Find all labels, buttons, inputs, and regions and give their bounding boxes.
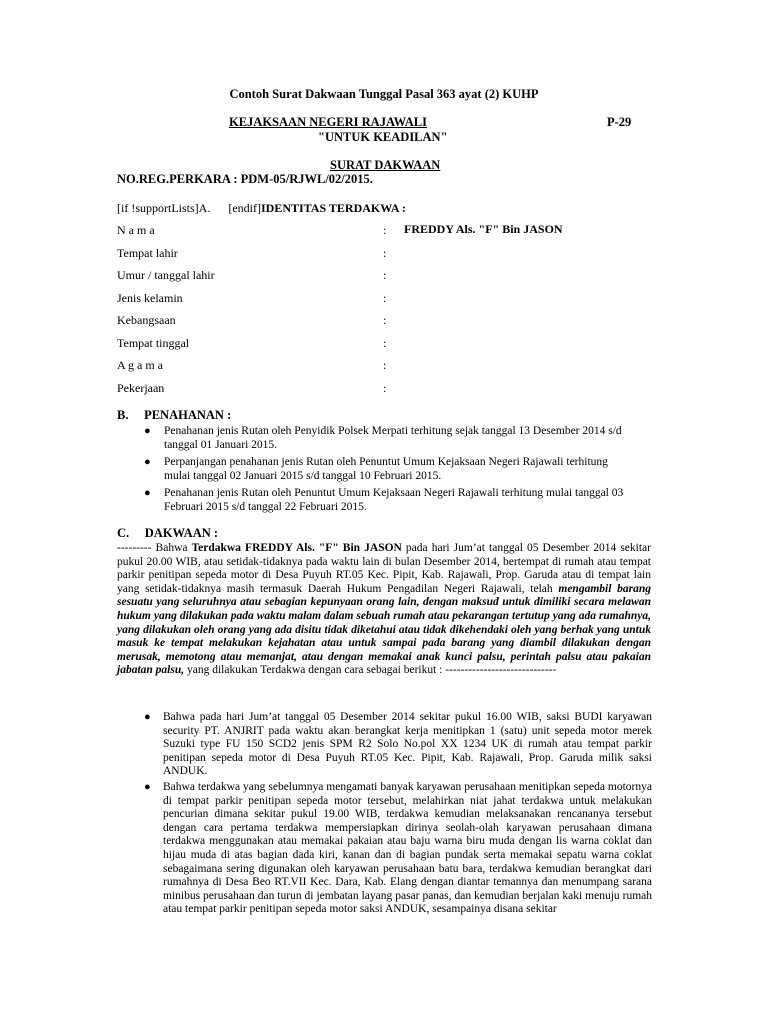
section-b-heading: B. PENAHANAN : [117, 408, 232, 422]
identity-colon: : [383, 313, 387, 327]
bullet-icon: ● [144, 425, 151, 437]
identity-label: Tempat lahir [117, 246, 178, 260]
identity-colon: : [383, 291, 387, 305]
registration-number: NO.REG.PERKARA : PDM-05/RJWL/02/2015. [117, 172, 373, 186]
identity-label: Pekerjaan [117, 381, 165, 395]
chronology-list [140, 711, 652, 919]
identity-colon: : [383, 223, 387, 237]
identity-colon: : [383, 336, 387, 350]
office-name: KEJAKSAAN NEGERI RAJAWALI [229, 115, 427, 129]
list-item [140, 486, 632, 514]
identity-label: Tempat tinggal [117, 336, 190, 350]
indictment-text: pada hari Jum’at tanggal 05 Desember 2014 sekitar pukul 20.00 WIB, atau setidak-tidaknya pada waktu lain di bulan Desember 2014, bertempat di rumah atau tempat parkir penitipan sepeda motor di Desa Puyuh RT.05 Kec. Pipit, Kab. Rajawali, Prop. Garuda atau di tempat lain yang setidak-tidaknya masih termasuk Daerah Hukum Pengadilan Negeri Rajawali, telah [117, 542, 651, 595]
list-item [140, 781, 652, 917]
identity-label: Kebangsaan [117, 313, 176, 327]
bullet-icon: ● [144, 456, 151, 468]
section-a-title: IDENTITAS TERDAKWA : [260, 201, 406, 215]
indictment-text: --------- Bahwa [117, 542, 192, 554]
section-a-title-prefix: [endif] [228, 201, 261, 215]
list-item [140, 711, 652, 779]
document-heading: Contoh Surat Dakwaan Tunggal Pasal 363 ayat (2) KUHP [229, 87, 539, 101]
list-item-text: Bahwa terdakwa yang sebelumnya mengamati banyak karyawan perusahaan menitipkan sepeda motornya di tempat parkir penitipan sepeda motor tersebut, melahirkan niat jahat terdakwa untuk melakukan pencurian dimana sekitar pukul 19.00 WIB, terdakwa kemudian melaksanakan rencananya tersebut dengan cara pertama terdakwa mempersiapkan dirinya seolah-olah karyawan perusahaan dimana terdakwa menggunakan atau memakai pakaian atau baju warna biru muda dengan lis warna coklat dan hijau muda di atas bagian dada kiri, kanan dan di bagian pundak serta memakai sepatu warna coklat sebagaimana sering digunakan oleh karyawan perusahaan batu bara, terdakwa kemudian berangkat dari rumahnya di Desa Beo RT.VII Kec. Dara, Kab. Elang dengan diantar temannya dan menumpang sarana minibus perusahaan dan turun di jembatan layang pasar panas, dan kemudian berjalan kaki menuju rumah atau tempat parkir penitipan sepeda motor saksi ANDUK, sesampainya disana sekitar [163, 780, 652, 916]
list-item [140, 424, 632, 452]
detention-list [140, 424, 632, 517]
section-a-prefix: [if !supportLists]A. [117, 201, 211, 215]
indictment-paragraph [117, 542, 651, 678]
indictment-text: yang dilakukan Terdakwa dengan cara sebagai berikut : ----------------------------- [184, 664, 557, 677]
bullet-icon: ● [144, 487, 151, 499]
form-code: P-29 [607, 115, 632, 129]
list-item-text: Penahanan jenis Rutan oleh Penuntut Umum Kejaksaan Negeri Rajawali terhitung mulai tanggal 03 Februari 2015 s/d tanggal 22 Februari 2015. [164, 487, 624, 513]
list-item-text: Perpanjangan penahanan jenis Rutan oleh Penuntut Umum Kejaksaan Negeri Rajawali terhitung mulai tanggal 02 Januari 2015 s/d tanggal 10 Februari 2015. [164, 456, 608, 482]
identity-label: N a m a [117, 223, 155, 237]
section-c-heading: C. DAKWAAN : [117, 526, 219, 540]
identity-label: Umur / tanggal lahir [117, 268, 215, 282]
list-item [140, 455, 632, 483]
identity-colon: : [383, 358, 387, 372]
identity-label: A g a m a [117, 358, 163, 372]
identity-value: FREDDY Als. "F" Bin JASON [404, 222, 563, 236]
section-a-heading [117, 201, 406, 216]
bullet-icon: ● [144, 780, 151, 793]
identity-label: Jenis kelamin [117, 291, 183, 305]
motto: "UNTUK KEADILAN" [318, 130, 448, 144]
document-title: SURAT DAKWAAN [330, 158, 441, 172]
identity-colon: : [383, 268, 387, 282]
indictment-charge: mengambil barang sesuatu yang seluruhnya atau sebagian kepunyaan orang lain, dengan maksud untuk dimiliki secara melawan hukum yang dilakukan pada waktu malam dalam sebuah rumah atau pekarangan tertutup yang ada rumahnya, yang dilakukan oleh orang yang ada disitu tidak diketahui atau tidak dikehendaki oleh yang berhak yang untuk masuk ke tempat melakukan kejahatan atau untuk sampai pada barang yang diambil dilakukan dengan merusak, memotong atau memanjat, atau dengan memakai anak kunci palsu, perintah palsu atau pakaian jabatan palsu, [117, 582, 651, 677]
defendant-name: Terdakwa FREDDY Als. "F" Bin JASON [191, 542, 402, 554]
bullet-icon: ● [144, 711, 151, 723]
identity-colon: : [383, 381, 387, 395]
list-item-text: Penahanan jenis Rutan oleh Penyidik Polsek Merpati terhitung sejak tanggal 13 Desember 2014 s/d tanggal 01 Januari 2015. [164, 425, 622, 451]
list-item-text: Bahwa pada hari Jum’at tanggal 05 Desember 2014 sekitar pukul 16.00 WIB, saksi BUDI karyawan security PT. ANJRIT pada waktu akan berangkat kerja menitipkan 1 (satu) unit sepeda motor merek Suzuki type FU 150 SCD2 jenis SPM R2 Solo No.pol XX 1234 UK di rumah atau tempat parkir penitipan sepeda motor di Desa Puyuh RT.05 Kec. Pipit, Kab. Rajawali, Prop. Garuda milik saksi ANDUK. [163, 711, 652, 778]
identity-colon: : [383, 246, 387, 260]
